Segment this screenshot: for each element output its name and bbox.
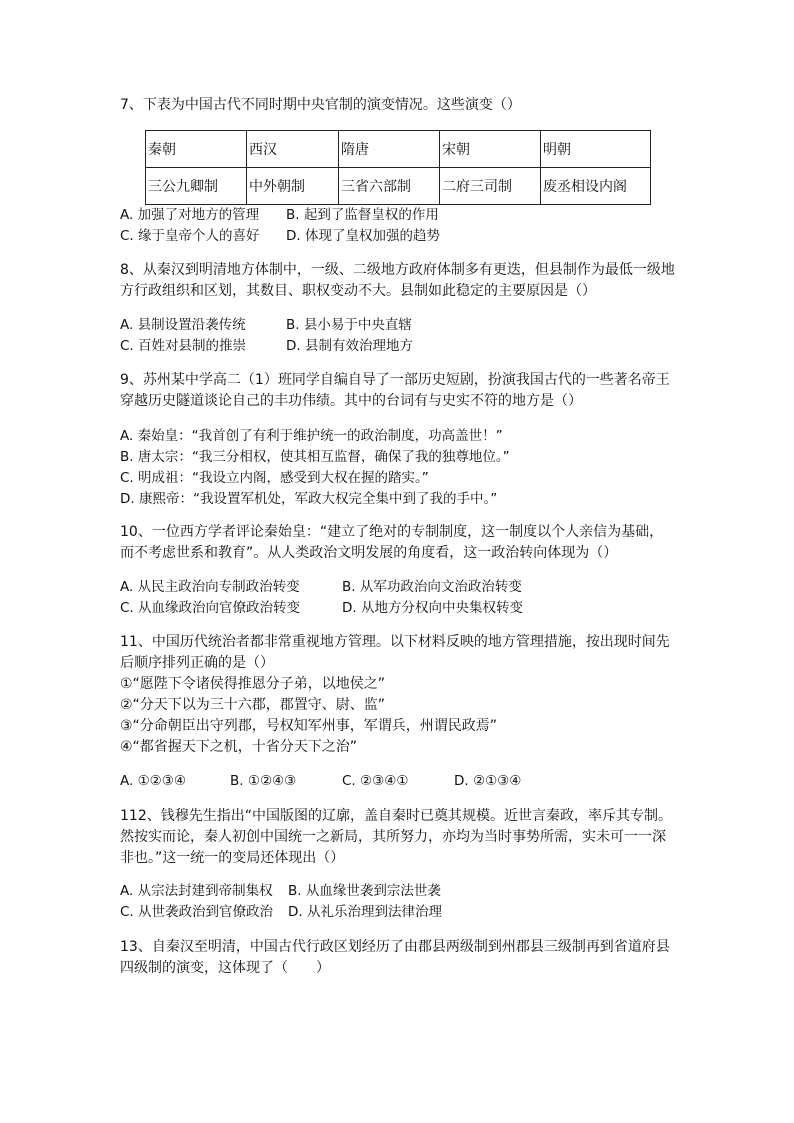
option-a[interactable]: A. 从民主政治向专制政治转变 — [120, 579, 300, 595]
question-9-options — [120, 426, 510, 510]
table-cell: 二府三司制 — [440, 168, 541, 205]
table-cell: 三省六部制 — [339, 168, 440, 205]
question-12 — [120, 806, 680, 869]
option-c[interactable]: C. 明成祖：“我设立内阁，感受到大权在握的踏实。” — [120, 470, 429, 486]
material-1: ①“愿陛下令诸侯得推恩分子弟，以地侯之” — [120, 676, 386, 692]
option-b[interactable]: B. 县小易于中央直辖 — [286, 317, 412, 333]
table-cell: 明朝 — [541, 131, 651, 168]
question-13-line: 四级制的演变，这体现了（ ） — [120, 960, 330, 976]
option-b[interactable]: B. 从军功政治向文治政治转变 — [342, 579, 522, 595]
option-a[interactable]: A. 加强了对地方的管理 — [120, 207, 260, 223]
option-d[interactable]: D. 康熙帝：“我设置军机处，军政大权完全集中到了我的手中。” — [120, 491, 498, 507]
option-b[interactable]: B. 起到了监督皇权的作用 — [286, 207, 439, 223]
question-12-line: 112、钱穆先生指出“中国版图的辽廓，盖自秦时已奠其规模。近世言秦政，率斥其专制。 — [120, 808, 672, 824]
material-2: ②“分天下以为三十六郡，郡置守、尉、监” — [120, 697, 386, 713]
option-d[interactable]: D. 县制有效治理地方 — [286, 338, 413, 354]
question-7-options — [120, 205, 440, 247]
question-7 — [120, 95, 680, 116]
option-b[interactable]: B. ①②④③ — [230, 773, 297, 789]
question-8-options — [120, 315, 413, 357]
question-13 — [120, 937, 680, 979]
question-11 — [120, 632, 680, 758]
question-10-line: 而不考虑世系和教育”。从人类政治文明发展的角度看，这一政治转向体现为（） — [120, 545, 618, 561]
option-c[interactable]: C. 缘于皇帝个人的喜好 — [120, 228, 260, 244]
material-3: ③“分命朝臣出守列郡，号权知军州事，军谓兵，州谓民政焉” — [120, 718, 498, 734]
option-a[interactable]: A. 县制设置沿袭传统 — [120, 317, 246, 333]
table-cell: 三公九卿制 — [146, 168, 247, 205]
question-12-options — [120, 881, 442, 923]
table-header-row — [146, 131, 651, 168]
question-9-line: 9、苏州某中学高二（1）班同学自编自导了一部历史短剧，扮演我国古代的一些著名帝王 — [120, 372, 670, 388]
table-cell: 西汉 — [247, 131, 339, 168]
table-row — [146, 168, 651, 205]
question-11-line: 后顺序排列正确的是（） — [120, 655, 274, 671]
option-b[interactable]: B. 唐太宗：“我三分相权，使其相互监督，确保了我的独尊地位。” — [120, 449, 510, 465]
material-4: ④“都省握天下之机，十省分天下之治” — [120, 739, 358, 755]
table-cell: 宋朝 — [440, 131, 541, 168]
option-d[interactable]: D. 体现了皇权加强的趋势 — [286, 228, 440, 244]
question-10 — [120, 522, 680, 564]
question-9-line: 穿越历史隧道谈论自己的丰功伟绩。其中的台词有与史实不符的地方是（） — [120, 393, 582, 409]
option-d[interactable]: D. 从礼乐治理到法律治理 — [288, 904, 442, 920]
table-cell: 废丞相设内阁 — [541, 168, 651, 205]
question-13-line: 13、自秦汉至明清，中国古代行政区划经历了由郡县两级制到州郡县三级制再到省道府县 — [120, 939, 670, 955]
option-c[interactable]: C. ②③④① — [342, 773, 409, 789]
option-a[interactable]: A. 从宗法封建到帝制集权 — [120, 883, 273, 899]
question-10-line: 10、一位西方学者评论秦始皇：“建立了绝对的专制制度，这一制度以个人亲信为基础， — [120, 524, 664, 540]
option-a[interactable]: A. 秦始皇：“我首创了有利于维护统一的政治制度，功高盖世！” — [120, 428, 503, 444]
option-a[interactable]: A. ①②③④ — [120, 773, 186, 789]
option-c[interactable]: C. 从血缘政治向官僚政治转变 — [120, 600, 301, 616]
question-12-line: 非也。”这一统一的变局还体现出（） — [120, 850, 345, 866]
question-8 — [120, 260, 680, 302]
option-c[interactable]: C. 从世袭政治到官僚政治 — [120, 904, 274, 920]
question-12-line: 然按实而论，秦人初创中国统一之新局，其所努力，亦均为当时事势所需，实未可一一深 — [120, 829, 666, 845]
question-9 — [120, 370, 680, 412]
question-11-line: 11、中国历代统治者都非常重视地方管理。以下材料反映的地方管理措施，按出现时间先 — [120, 634, 670, 650]
official-system-table — [145, 130, 651, 205]
table-cell: 隋唐 — [339, 131, 440, 168]
question-10-options — [120, 577, 523, 619]
option-c[interactable]: C. 百姓对县制的推崇 — [120, 338, 247, 354]
option-d[interactable]: D. 从地方分权向中央集权转变 — [342, 600, 523, 616]
option-d[interactable]: D. ②①③④ — [454, 773, 522, 789]
question-8-line: 8、从秦汉到明清地方体制中，一级、二级地方政府体制多有更迭，但县制作为最低一级地 — [120, 262, 675, 278]
option-b[interactable]: B. 从血缘世袭到宗法世袭 — [288, 883, 441, 899]
question-7-stem: 7、下表为中国古代不同时期中央官制的演变情况。这些演变（） — [120, 97, 521, 113]
table-cell: 秦朝 — [146, 131, 247, 168]
table-cell: 中外朝制 — [247, 168, 339, 205]
question-11-options — [120, 771, 521, 792]
question-8-line: 方行政组织和区划，其数目、职权变动不大。县制如此稳定的主要原因是（） — [120, 283, 596, 299]
